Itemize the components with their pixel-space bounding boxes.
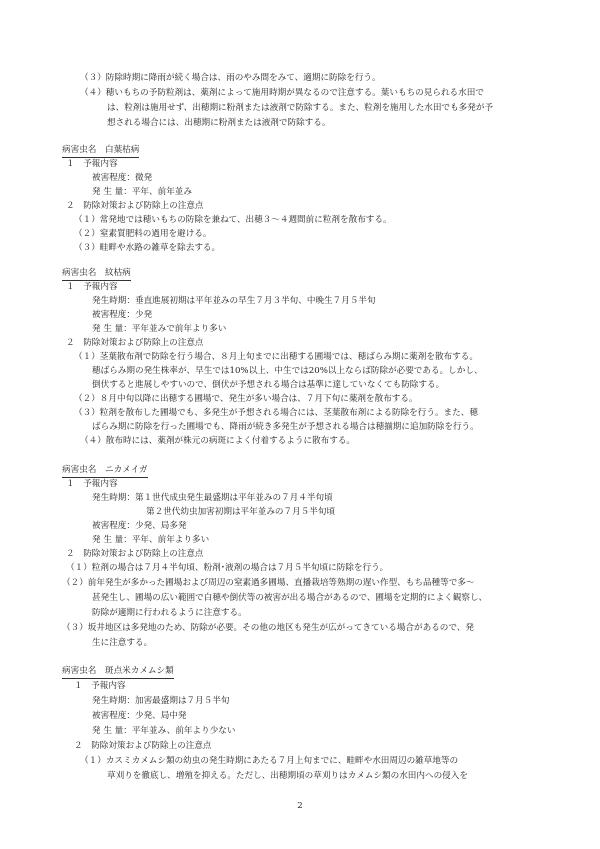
intro-line-3: は、粒剤は施用せず、出穂期に粉剤または液剤で防除する。また、粒剤を施用した水田でも多発が予 bbox=[107, 103, 494, 113]
section-heading-mongare: 病害虫名 紋枯病 bbox=[62, 267, 131, 281]
s2-line-12: （４）散布時には、薬剤が株元の病斑によく付着するように散布する。 bbox=[80, 436, 356, 446]
intro-line-2: （４）穂いもちの予防粒剤は、薬剤によって施用時期が異なるので注意する。葉いもちの見られる水田で bbox=[80, 88, 484, 98]
s3-line-6: ２ 防除対策および防除上の注意点 bbox=[66, 549, 204, 559]
s4-line-6: （１）カスミカメムシ類の幼虫の発生時期にあたる７月上旬までに、畦畔や水田周辺の雑草地等の bbox=[80, 756, 459, 766]
s2-line-10: （３）粒剤を散布した圃場でも、多発生が予想される場合には、茎葉散布剤による防除を行う。また、穂 bbox=[74, 408, 478, 418]
s3-line-5: 発 生 量：平年、前年より多い bbox=[92, 535, 210, 545]
s4-line-2: 発生時期：加害最盛期は７月５半旬 bbox=[92, 696, 230, 706]
s2-line-11: ばらみ期に防除を行った圃場でも、降雨が続き多発生が予想される場合は穂揃期に追加防除を行う。 bbox=[92, 422, 479, 432]
s2-line-8: 倒伏すると進展しやすいので、倒伏が予想される場合は基準に達していなくても防除する。 bbox=[92, 380, 445, 390]
s3-line-11: （３）坂井地区は多発地のため、防除が必要。その他の地区も発生が広がってきている場合があるので、発 bbox=[62, 623, 474, 633]
s4-line-3: 被害程度：少発、局中発 bbox=[92, 711, 187, 721]
s3-line-3: 第２世代幼虫加害初期は平年並みの７月５半旬頃 bbox=[146, 507, 336, 517]
section-heading-kamemushi: 病害虫名 斑点米カメムシ類 bbox=[62, 665, 174, 679]
s3-line-4: 被害程度：少発、局多発 bbox=[92, 521, 187, 531]
s3-line-1: １ 予報内容 bbox=[66, 479, 118, 489]
s2-line-1: １ 予報内容 bbox=[66, 282, 118, 292]
s2-line-9: （２）８月中旬以降に出穂する圃場で、発生が多い場合は、７月下旬に薬剤を散布する。 bbox=[74, 394, 418, 404]
s1-line-6: （２）窒素質肥料の過用を避ける。 bbox=[74, 229, 212, 239]
s1-line-5: （１）常発地では穂いもちの防除を兼ねて、出穂３～４週間前に粒剤を散布する。 bbox=[74, 215, 392, 225]
s1-line-3: 発 生 量：平年、前年並み bbox=[92, 187, 192, 197]
s4-line-5: ２ 防除対策および防除上の注意点 bbox=[74, 741, 212, 751]
s3-line-2: 発生時期：第１世代成虫発生最盛期は平年並みの７月４半旬頃 bbox=[92, 493, 333, 503]
section-heading-hagare: 病害虫名 白葉枯病 bbox=[62, 144, 139, 158]
s1-line-2: 被害程度：微発 bbox=[92, 173, 153, 183]
s4-line-4: 発 生 量：平年並み、前年より少ない bbox=[92, 726, 236, 736]
s2-line-2: 発生時期：垂直進展初期は平年並みの早生７月３半旬、中晩生７月５半旬 bbox=[92, 296, 376, 306]
s2-line-5: ２ 防除対策および防除上の注意点 bbox=[66, 338, 204, 348]
s4-line-7: 草刈りを徹底し、増殖を抑える。ただし、出穂期頃の草刈りはカメムシ類の水田内への侵入を bbox=[107, 771, 468, 781]
s3-line-12: 生に注意する。 bbox=[92, 638, 153, 648]
s1-line-7: （３）畦畔や水路の雑草を除去する。 bbox=[74, 243, 221, 253]
s3-line-7: （１）粒剤の場合は７月４半旬頃、粉剤･液剤の場合は７月５半旬頃に防除を行う。 bbox=[66, 563, 389, 573]
s3-line-9: 甚発生し、圃場の広い範囲で白穂や倒伏等の被害が出る場合があるので、圃場を定期的によく観察し、 bbox=[92, 593, 488, 603]
s3-line-10: 防除が適期に行われるように注意する。 bbox=[92, 608, 247, 618]
s1-line-4: ２ 防除対策および防除上の注意点 bbox=[66, 201, 204, 211]
s3-line-8: （２）前年発生が多かった圃場および周辺の窒素過多圃場、直播栽培等熟期の遅い作型、もち品種等で多～ bbox=[62, 578, 475, 588]
s1-line-1: １ 予報内容 bbox=[66, 159, 118, 169]
section-heading-nikameiga: 病害虫名 ニカメイガ bbox=[62, 464, 148, 478]
s2-line-3: 被害程度：少発 bbox=[92, 310, 153, 320]
s2-line-7: 穂ばらみ期の発生株率が、早生では10%以上、中生では20%以上ならば防除が必要である。しかし、 bbox=[92, 366, 483, 376]
page-number: 2 bbox=[297, 801, 303, 811]
intro-line-4: 想される場合には、出穂期に粉剤または液剤で防除する。 bbox=[107, 118, 331, 128]
s2-line-6: （１）茎葉散布剤で防除を行う場合、８月上旬までに出穂する圃場では、穂ばらみ期に薬剤を散布する。 bbox=[74, 352, 478, 362]
s4-line-1: １ 予報内容 bbox=[74, 681, 126, 691]
intro-line-1: （３）防除時期に降雨が続く場合は、雨のやみ間をみて、適期に防除を行う。 bbox=[80, 73, 381, 83]
s2-line-4: 発 生 量：平年並みで前年より多い bbox=[92, 324, 227, 334]
